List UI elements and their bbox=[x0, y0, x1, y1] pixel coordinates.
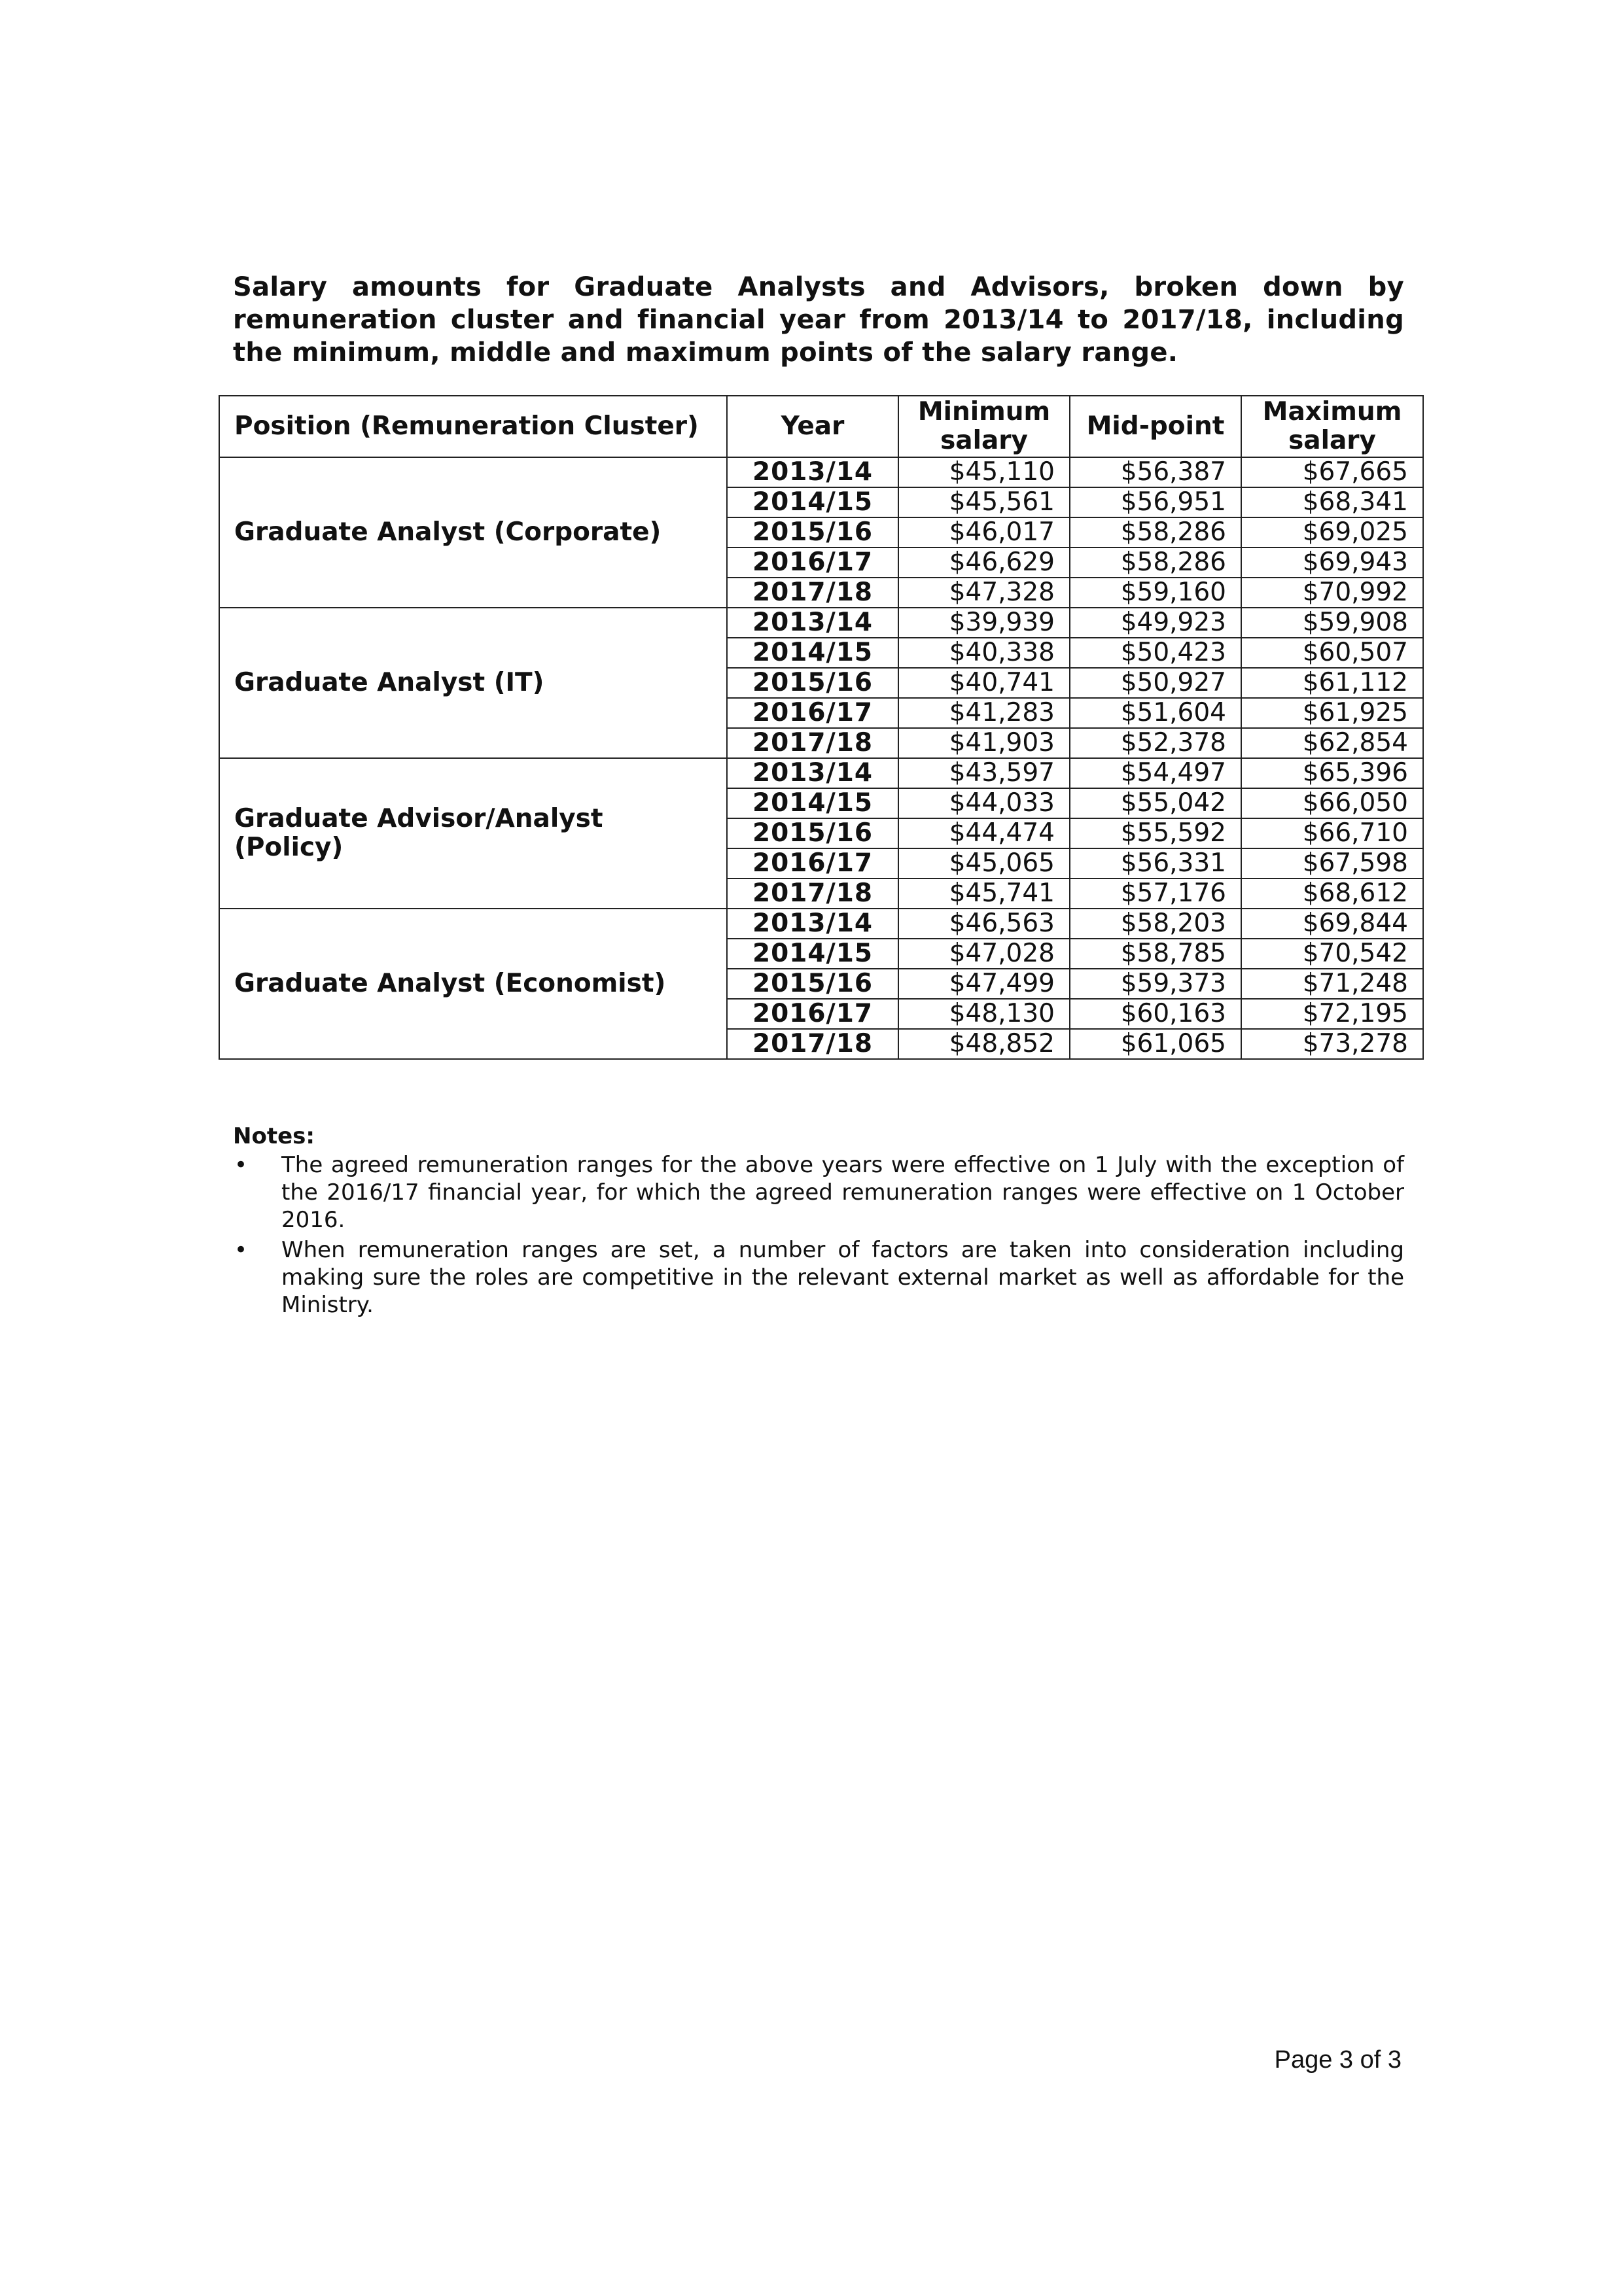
maximum-salary-cell: $72,195 bbox=[1241, 999, 1423, 1029]
mid-point-cell: $59,160 bbox=[1070, 578, 1241, 608]
maximum-salary-cell: $73,278 bbox=[1241, 1029, 1423, 1059]
year-cell: 2014/15 bbox=[727, 638, 898, 668]
year-cell: 2017/18 bbox=[727, 728, 898, 758]
year-cell: 2013/14 bbox=[727, 457, 898, 487]
year-cell: 2013/14 bbox=[727, 608, 898, 638]
position-cell: Graduate Analyst (Economist) bbox=[219, 909, 727, 1059]
minimum-salary-cell: $40,741 bbox=[898, 668, 1070, 698]
mid-point-cell: $58,286 bbox=[1070, 517, 1241, 548]
maximum-salary-cell: $62,854 bbox=[1241, 728, 1423, 758]
mid-point-cell: $52,378 bbox=[1070, 728, 1241, 758]
minimum-salary-cell: $47,028 bbox=[898, 939, 1070, 969]
note-text: The agreed remuneration ranges for the above years were effective on 1 July with the exception of the 2016/17 financial year, for which the agreed remuneration ranges were effective on 1 October 2016. bbox=[281, 1152, 1404, 1233]
mid-point-cell: $58,785 bbox=[1070, 939, 1241, 969]
mid-point-cell: $59,373 bbox=[1070, 969, 1241, 999]
year-cell: 2016/17 bbox=[727, 548, 898, 578]
position-cell: Graduate Analyst (IT) bbox=[219, 608, 727, 758]
year-cell: 2016/17 bbox=[727, 698, 898, 728]
header-position: Position (Remuneration Cluster) bbox=[219, 396, 727, 457]
year-cell: 2013/14 bbox=[727, 909, 898, 939]
bullet-icon: • bbox=[234, 1152, 248, 1178]
position-cell: Graduate Analyst (Corporate) bbox=[219, 457, 727, 608]
document-heading: Salary amounts for Graduate Analysts and Advisors, broken down by remuneration cluster and financial year from 2013/14 to 2017/18, including the minimum, middle and maximum points of the salary range. bbox=[233, 272, 1404, 368]
minimum-salary-cell: $43,597 bbox=[898, 758, 1070, 788]
year-cell: 2015/16 bbox=[727, 668, 898, 698]
maximum-salary-cell: $68,341 bbox=[1241, 487, 1423, 517]
mid-point-cell: $50,423 bbox=[1070, 638, 1241, 668]
year-cell: 2014/15 bbox=[727, 939, 898, 969]
mid-point-cell: $55,592 bbox=[1070, 818, 1241, 848]
note-item bbox=[233, 1151, 1404, 1234]
table-row bbox=[219, 758, 1423, 788]
year-cell: 2017/18 bbox=[727, 1029, 898, 1059]
year-cell: 2015/16 bbox=[727, 818, 898, 848]
year-cell: 2014/15 bbox=[727, 487, 898, 517]
mid-point-cell: $61,065 bbox=[1070, 1029, 1241, 1059]
mid-point-cell: $56,387 bbox=[1070, 457, 1241, 487]
year-cell: 2014/15 bbox=[727, 788, 898, 818]
table-row bbox=[219, 909, 1423, 939]
year-cell: 2015/16 bbox=[727, 969, 898, 999]
maximum-salary-cell: $69,844 bbox=[1241, 909, 1423, 939]
year-cell: 2017/18 bbox=[727, 878, 898, 909]
minimum-salary-cell: $41,283 bbox=[898, 698, 1070, 728]
maximum-salary-cell: $61,112 bbox=[1241, 668, 1423, 698]
minimum-salary-cell: $41,903 bbox=[898, 728, 1070, 758]
minimum-salary-cell: $46,629 bbox=[898, 548, 1070, 578]
year-cell: 2015/16 bbox=[727, 517, 898, 548]
year-cell: 2017/18 bbox=[727, 578, 898, 608]
mid-point-cell: $55,042 bbox=[1070, 788, 1241, 818]
mid-point-cell: $54,497 bbox=[1070, 758, 1241, 788]
notes-section bbox=[233, 1122, 1404, 1321]
note-item bbox=[233, 1236, 1404, 1319]
salary-table-header bbox=[219, 396, 1423, 457]
header-minimum-salary: Minimum salary bbox=[898, 396, 1070, 457]
mid-point-cell: $50,927 bbox=[1070, 668, 1241, 698]
minimum-salary-cell: $48,852 bbox=[898, 1029, 1070, 1059]
mid-point-cell: $56,331 bbox=[1070, 848, 1241, 878]
maximum-salary-cell: $59,908 bbox=[1241, 608, 1423, 638]
minimum-salary-cell: $45,561 bbox=[898, 487, 1070, 517]
header-maximum-salary: Maximum salary bbox=[1241, 396, 1423, 457]
header-year: Year bbox=[727, 396, 898, 457]
position-cell: Graduate Advisor/Analyst (Policy) bbox=[219, 758, 727, 909]
maximum-salary-cell: $66,050 bbox=[1241, 788, 1423, 818]
maximum-salary-cell: $66,710 bbox=[1241, 818, 1423, 848]
maximum-salary-cell: $65,396 bbox=[1241, 758, 1423, 788]
salary-table bbox=[219, 395, 1424, 1060]
header-row bbox=[219, 396, 1423, 457]
maximum-salary-cell: $68,612 bbox=[1241, 878, 1423, 909]
minimum-salary-cell: $47,328 bbox=[898, 578, 1070, 608]
table-row bbox=[219, 608, 1423, 638]
notes-title: Notes: bbox=[233, 1123, 315, 1149]
minimum-salary-cell: $45,741 bbox=[898, 878, 1070, 909]
maximum-salary-cell: $70,992 bbox=[1241, 578, 1423, 608]
maximum-salary-cell: $69,025 bbox=[1241, 517, 1423, 548]
minimum-salary-cell: $48,130 bbox=[898, 999, 1070, 1029]
bullet-icon: • bbox=[234, 1237, 248, 1263]
mid-point-cell: $58,203 bbox=[1070, 909, 1241, 939]
note-text: When remuneration ranges are set, a number of factors are taken into consideration including making sure the roles are competitive in the relevant external market as well as affordable for the Ministry. bbox=[281, 1237, 1404, 1318]
year-cell: 2013/14 bbox=[727, 758, 898, 788]
mid-point-cell: $60,163 bbox=[1070, 999, 1241, 1029]
page-number: Page 3 of 3 bbox=[1274, 2046, 1402, 2074]
minimum-salary-cell: $46,017 bbox=[898, 517, 1070, 548]
mid-point-cell: $56,951 bbox=[1070, 487, 1241, 517]
minimum-salary-cell: $39,939 bbox=[898, 608, 1070, 638]
mid-point-cell: $57,176 bbox=[1070, 878, 1241, 909]
minimum-salary-cell: $44,033 bbox=[898, 788, 1070, 818]
table-row bbox=[219, 457, 1423, 487]
maximum-salary-cell: $70,542 bbox=[1241, 939, 1423, 969]
maximum-salary-cell: $67,665 bbox=[1241, 457, 1423, 487]
salary-table-body bbox=[219, 457, 1423, 1059]
minimum-salary-cell: $40,338 bbox=[898, 638, 1070, 668]
minimum-salary-cell: $46,563 bbox=[898, 909, 1070, 939]
mid-point-cell: $58,286 bbox=[1070, 548, 1241, 578]
maximum-salary-cell: $71,248 bbox=[1241, 969, 1423, 999]
minimum-salary-cell: $47,499 bbox=[898, 969, 1070, 999]
year-cell: 2016/17 bbox=[727, 848, 898, 878]
maximum-salary-cell: $61,925 bbox=[1241, 698, 1423, 728]
maximum-salary-cell: $67,598 bbox=[1241, 848, 1423, 878]
minimum-salary-cell: $44,474 bbox=[898, 818, 1070, 848]
maximum-salary-cell: $69,943 bbox=[1241, 548, 1423, 578]
mid-point-cell: $49,923 bbox=[1070, 608, 1241, 638]
minimum-salary-cell: $45,065 bbox=[898, 848, 1070, 878]
minimum-salary-cell: $45,110 bbox=[898, 457, 1070, 487]
mid-point-cell: $51,604 bbox=[1070, 698, 1241, 728]
maximum-salary-cell: $60,507 bbox=[1241, 638, 1423, 668]
header-mid-point: Mid-point bbox=[1070, 396, 1241, 457]
year-cell: 2016/17 bbox=[727, 999, 898, 1029]
